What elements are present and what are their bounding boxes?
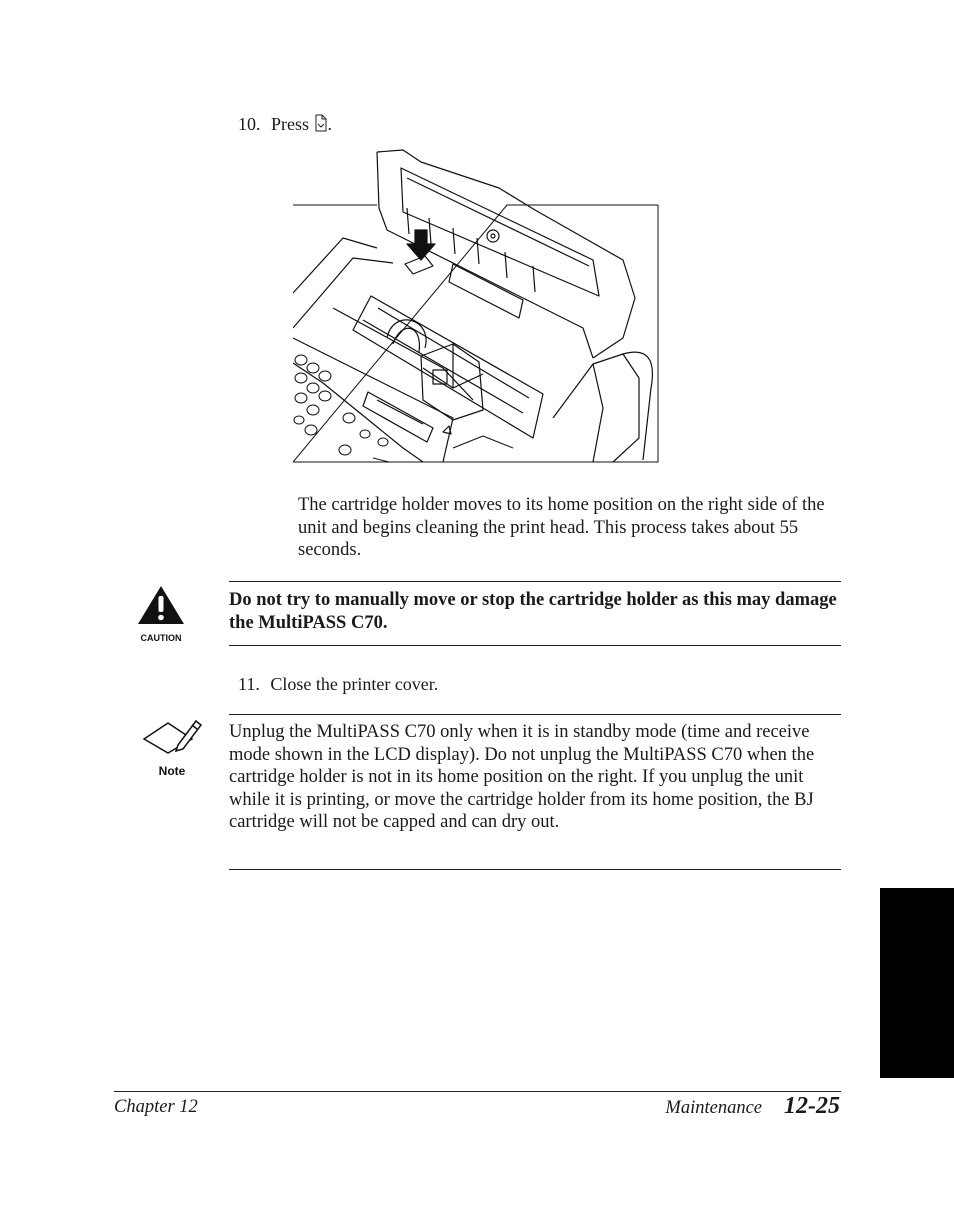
description-paragraph: The cartridge holder moves to its home position on the right side of the unit and begins cleaning the print head. This process takes about 55 seconds. [298, 495, 825, 561]
caution-text: Do not try to manually move or stop the cartridge holder as this may damage the MultiPASS C70. [229, 590, 837, 633]
caution-top-rule [229, 581, 841, 582]
note-bottom-rule [229, 869, 841, 870]
note-label: Note [158, 764, 186, 778]
footer-section: Maintenance [665, 1098, 762, 1118]
printer-cleaning-illustration [293, 148, 659, 464]
cleaning-button-icon [314, 114, 328, 137]
page-number: 12-25 [784, 1093, 840, 1119]
note-icon [140, 715, 204, 778]
step-number: 10. [238, 114, 261, 134]
step-text: Press [271, 114, 310, 134]
chapter-tab [880, 888, 954, 1078]
step-11 [238, 673, 438, 695]
note-top-rule [229, 714, 841, 715]
step-10: 10. Press . [238, 113, 332, 137]
note-text: Unplug the MultiPASS C70 only when it is in standby mode (time and receive mode shown in the LCD display). Do not unplug the MultiPASS C70 when the cartridge holder is not in its home position on the right. If you unplug the unit while it is printing, or move the cartridge holder from its home position, the BJ cartridge will not be capped and can dry out. [229, 722, 815, 833]
caution-icon [135, 584, 187, 642]
footer-right [665, 1093, 840, 1120]
footer-chapter: Chapter 12 [114, 1097, 198, 1117]
footer-rule [114, 1091, 841, 1092]
step-number: 11. [238, 674, 260, 694]
caution-label: CAUTION [140, 633, 182, 643]
step-text: Close the printer cover. [270, 674, 439, 694]
caution-bottom-rule [229, 645, 841, 646]
